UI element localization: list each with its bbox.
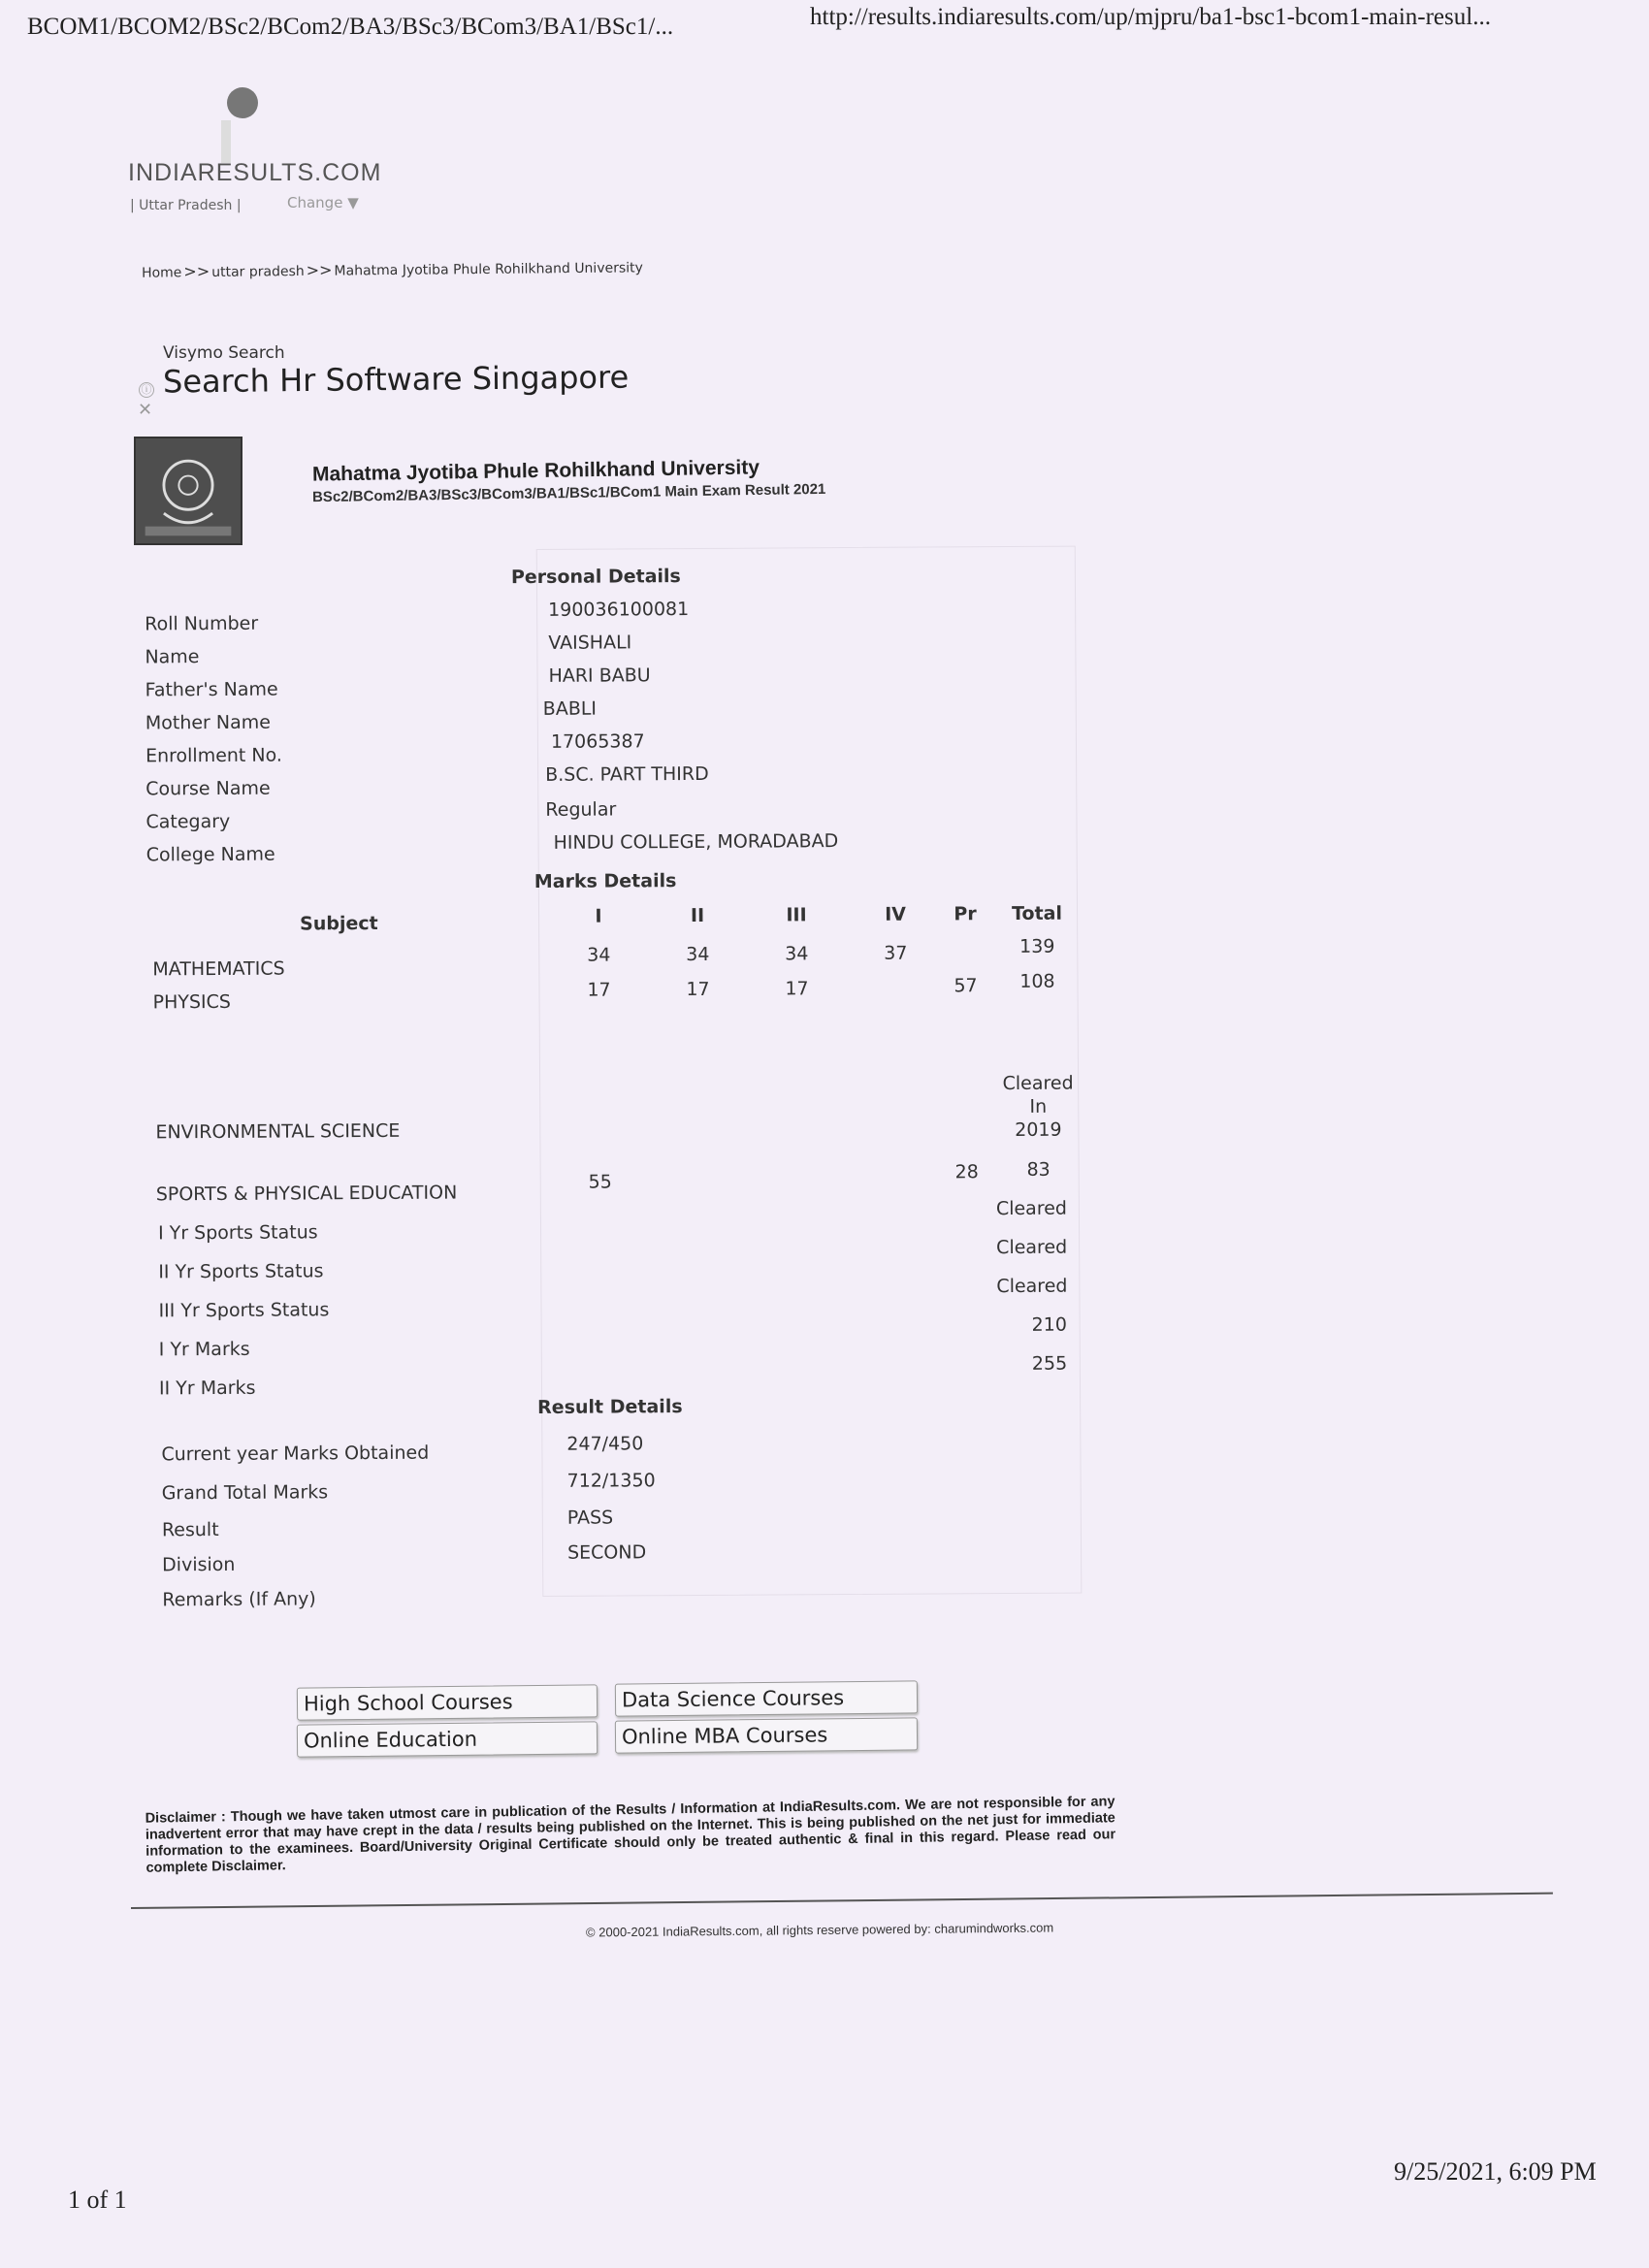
label-category: Categary (146, 810, 231, 833)
label-course-name: Course Name (146, 777, 271, 800)
print-header-title: BCOM1/BCOM2/BSc2/BCom2/BA3/BSc3/BCom3/BA1/BSc1/... (27, 14, 674, 40)
column-header-iii: III (786, 904, 807, 926)
result-value: SECOND (566, 1541, 647, 1564)
label-roll-number: Roll Number (145, 612, 259, 635)
online-education-link[interactable]: Online Education (297, 1721, 598, 1757)
column-header-total: Total (1012, 902, 1063, 924)
mark-cell: 34 (785, 943, 809, 965)
total-cell-line: In (1029, 1095, 1048, 1118)
result-label: Current year Marks Obtained (161, 1442, 430, 1466)
label-fathers-name: Father's Name (145, 678, 278, 701)
disclaimer-text: Disclaimer : Though we have taken utmost care in publication of the Results / Information at IndiaResults.com. We are not responsible for any inadvertent error that may have crept in the data / results being published on the Internet. This is being published on the net just for immediate information to the examinees. Board/University Original Certificate should only be treated authentic & final in this regard. Please read our complete Disclaimer. (145, 1794, 1116, 1876)
value-college-name: HINDU COLLEGE, MORADABAD (553, 830, 839, 854)
online-mba-courses-link[interactable]: Online MBA Courses (615, 1717, 918, 1753)
label-enrollment: Enrollment No. (145, 744, 283, 767)
result-value: PASS (566, 1507, 614, 1529)
value-name: VAISHALI (548, 632, 632, 654)
value-roll-number: 190036100081 (548, 599, 690, 621)
region-label: | Uttar Pradesh | (130, 198, 242, 213)
breadcrumb-sep: >> (306, 260, 333, 279)
label-college-name: College Name (146, 843, 275, 866)
data-science-courses-link[interactable]: Data Science Courses (615, 1680, 918, 1716)
status-value: Cleared (995, 1197, 1067, 1220)
label-mother-name: Mother Name (145, 711, 272, 734)
subject-name: SPORTS & PHYSICAL EDUCATION (155, 1182, 458, 1206)
total-cell: 108 (1019, 970, 1055, 992)
result-label: Result (161, 1518, 219, 1541)
mark-cell: 55 (588, 1171, 612, 1193)
value-mother-name: BABLI (542, 697, 598, 720)
mark-cell: 34 (587, 944, 611, 966)
breadcrumb-home[interactable]: Home (141, 265, 182, 281)
column-header-ii: II (690, 904, 705, 927)
total-cell: 139 (1019, 935, 1055, 957)
print-page-number: 1 of 1 (68, 2186, 127, 2214)
status-label: II Yr Sports Status (158, 1260, 324, 1283)
mark-cell: 17 (686, 978, 710, 1001)
info-icon[interactable]: ⓘ (139, 382, 154, 398)
site-logo-text[interactable]: INDIARESULTS.COM (128, 159, 382, 186)
mark-cell: 37 (884, 942, 908, 964)
value-category: Regular (545, 798, 617, 821)
change-region-link[interactable]: Change ▼ (287, 194, 359, 211)
personal-details-heading: Personal Details (510, 566, 681, 589)
result-label: Remarks (If Any) (162, 1588, 316, 1611)
status-value: 255 (1031, 1352, 1068, 1375)
breadcrumb-state[interactable]: uttar pradesh (211, 263, 305, 280)
university-name: Mahatma Jyotiba Phule Rohilkhand University (311, 456, 760, 486)
subject-name: PHYSICS (152, 990, 231, 1014)
breadcrumb-university: Mahatma Jyotiba Phule Rohilkhand University (334, 260, 643, 279)
total-cell: 83 (1026, 1158, 1051, 1181)
status-value: 210 (1031, 1313, 1067, 1336)
value-fathers-name: HARI BABU (548, 664, 651, 687)
status-label: I Yr Marks (158, 1338, 250, 1361)
status-label: II Yr Marks (158, 1377, 256, 1400)
result-value: 247/450 (566, 1433, 644, 1455)
status-value: Cleared (996, 1275, 1068, 1298)
status-value: Cleared (996, 1236, 1068, 1259)
copyright-text: © 2000-2021 IndiaResults.com, all rights reserve powered by: charumindworks.com (585, 1920, 1054, 1940)
column-header-iv: IV (885, 903, 907, 925)
subject-name: MATHEMATICS (152, 957, 285, 981)
ad-source-label: Visymo Search (163, 343, 285, 363)
exam-title: BSc2/BCom2/BA3/BSc3/BCom3/BA1/BSc1/BCom1 Main Exam Result 2021 (311, 480, 826, 506)
total-cell-line: Cleared (1002, 1072, 1074, 1095)
total-cell-line: 2019 (1015, 1118, 1062, 1141)
status-label: I Yr Sports Status (157, 1221, 318, 1245)
mark-cell: 57 (954, 975, 978, 997)
print-datetime: 9/25/2021, 6:09 PM (1394, 2157, 1597, 2186)
value-enrollment: 17065387 (550, 730, 645, 753)
result-label: Grand Total Marks (161, 1481, 329, 1505)
status-label: III Yr Sports Status (158, 1299, 330, 1322)
breadcrumb-sep: >> (183, 261, 210, 281)
mark-cell: 17 (587, 979, 611, 1001)
mark-cell: 17 (785, 978, 809, 1000)
label-name: Name (145, 646, 200, 668)
result-value: 712/1350 (566, 1470, 656, 1492)
result-label: Division (162, 1553, 236, 1576)
total-cell (989, 1072, 1086, 1143)
subject-name: ENVIRONMENTAL SCIENCE (155, 1119, 401, 1144)
column-header-pr: Pr (954, 903, 977, 925)
close-icon[interactable]: ✕ (138, 400, 153, 420)
high-school-courses-link[interactable]: High School Courses (297, 1684, 598, 1720)
subject-column-header: Subject (300, 912, 378, 935)
marks-details-heading: Marks Details (534, 870, 677, 892)
mark-cell: 28 (954, 1161, 979, 1183)
value-course-name: B.SC. PART THIRD (545, 762, 709, 786)
mark-cell: 34 (686, 943, 710, 966)
print-header-url: http://results.indiaresults.com/up/mjpru/ba1-bsc1-bcom1-main-resul... (810, 4, 1491, 30)
column-header-i: I (595, 905, 602, 927)
ad-title-link[interactable]: Search Hr Software Singapore (162, 358, 630, 401)
result-details-heading: Result Details (537, 1396, 683, 1418)
